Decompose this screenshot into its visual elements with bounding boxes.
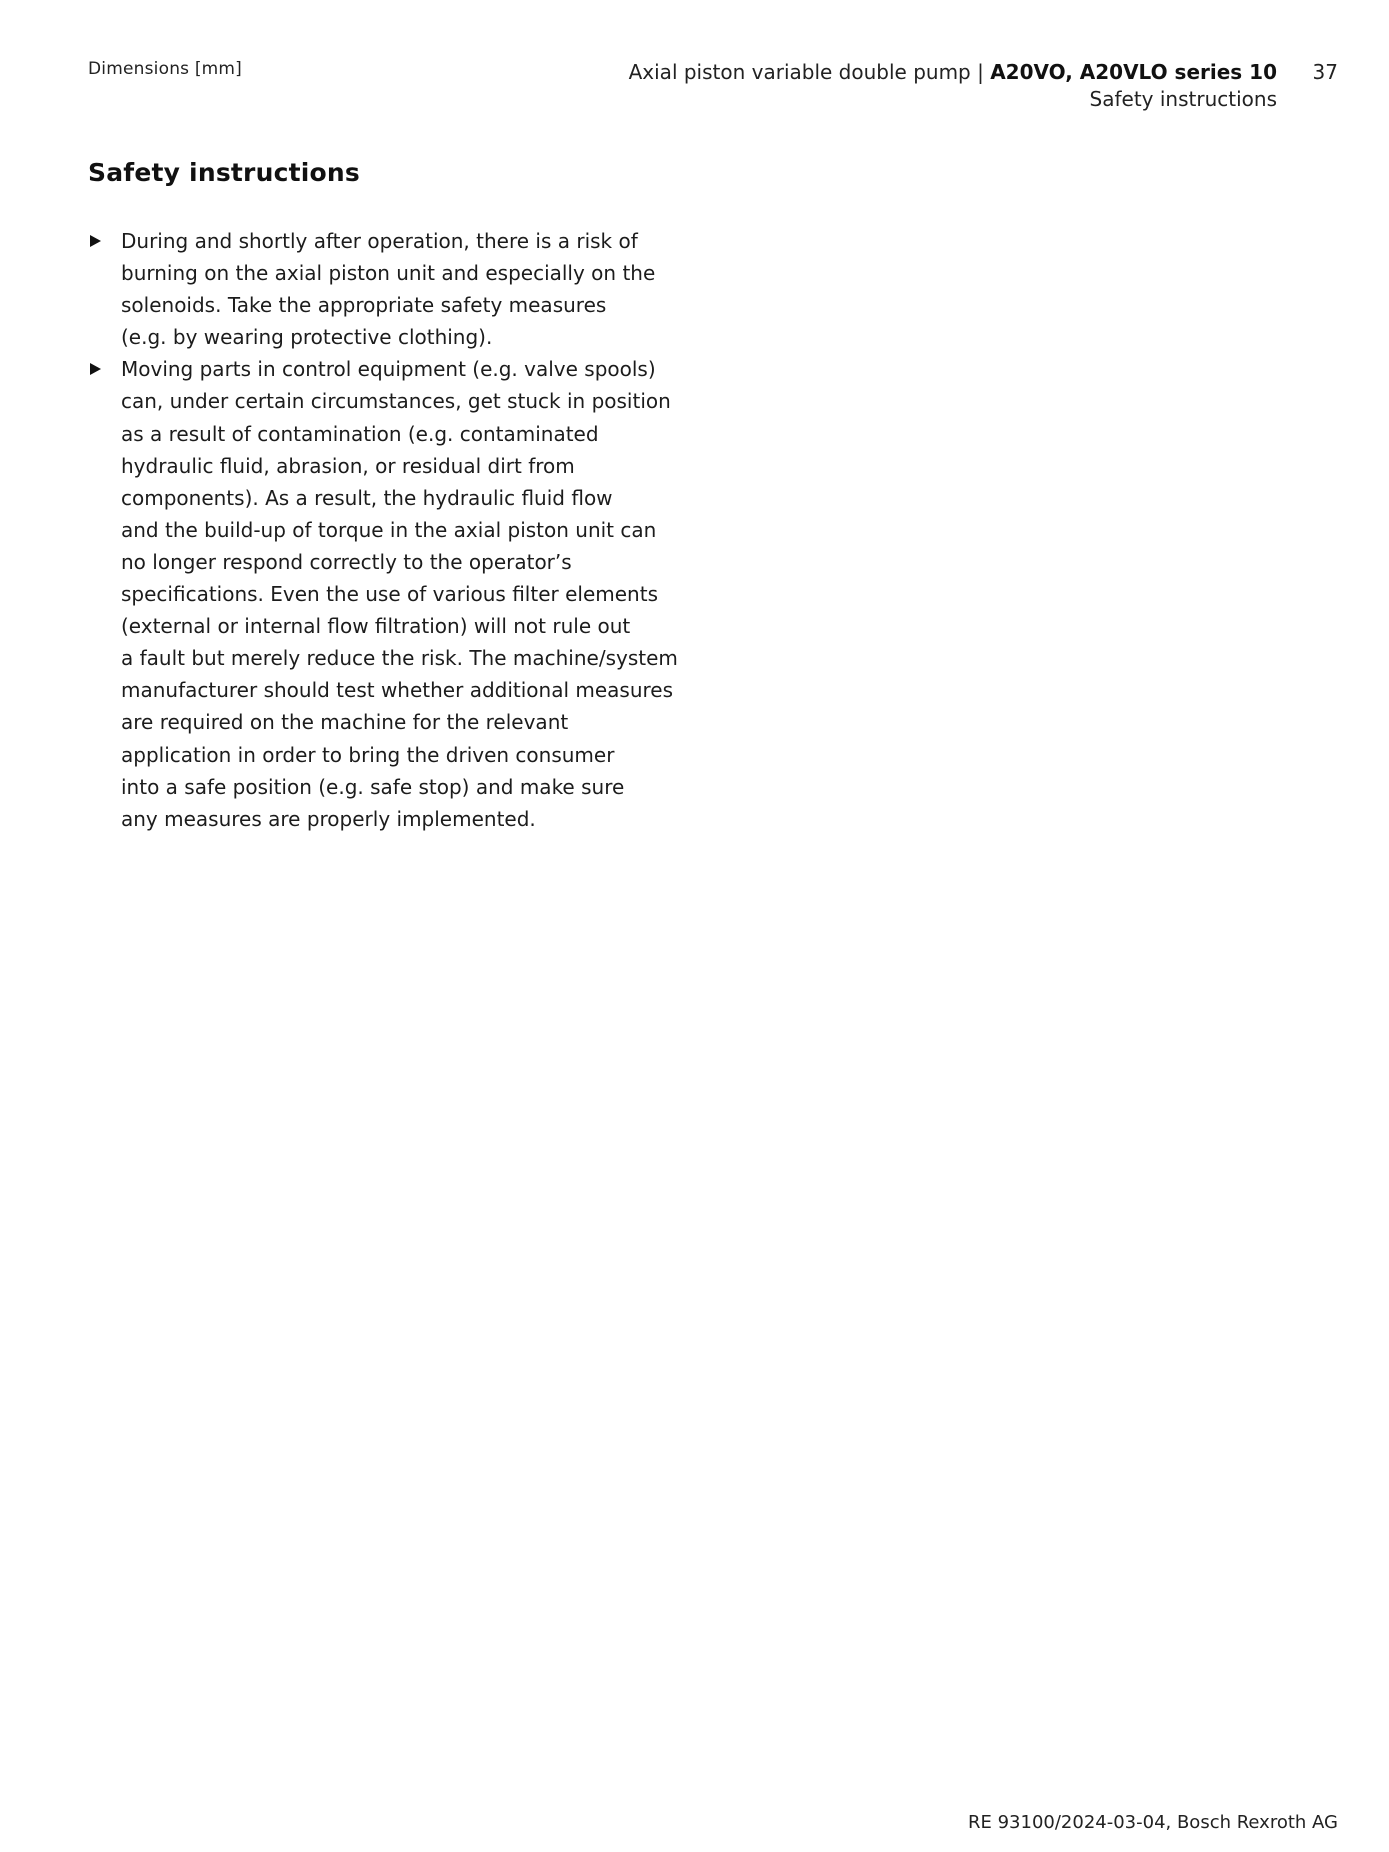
bullet-text-line: as a result of contamination (e.g. contaminated [121, 421, 599, 446]
section-heading: Safety instructions [88, 158, 360, 187]
footer-document-reference: RE 93100/2024-03-04, Bosch Rexroth AG [967, 1812, 1338, 1833]
triangle-bullet-icon [90, 235, 101, 247]
bullet-text-line: hydraulic fluid, abrasion, or residual dirt from [121, 453, 575, 478]
bullet-text-line: specifications. Even the use of various filter elements [121, 582, 658, 607]
bullet-text-line: into a safe position (e.g. safe stop) and make sure [121, 774, 625, 799]
chapter-subtitle: Safety instructions [1089, 87, 1277, 111]
document-title-prefix: Axial piston variable double pump | [628, 60, 991, 84]
document-title [629, 59, 1277, 86]
bullet-text-line: (external or internal flow filtration) will not rule out [121, 614, 631, 639]
bullet-text-line: application in order to bring the driven consumer [121, 742, 615, 767]
bullet-text-line: are required on the machine for the relevant [121, 710, 569, 735]
bullet-text-line: a fault but merely reduce the risk. The machine/system [121, 646, 678, 671]
bullet-text-line: components). As a result, the hydraulic fluid flow [121, 485, 613, 510]
bullet-text-line: During and shortly after operation, there is a risk of [121, 229, 638, 253]
bullet-text-line: Moving parts in control equipment (e.g. valve spools) [121, 357, 656, 382]
triangle-bullet-icon [90, 363, 101, 375]
safety-bullet-item [88, 225, 708, 353]
safety-bullet-item [88, 353, 708, 834]
bullet-text-line: any measures are properly implemented. [121, 806, 536, 831]
bullet-text-line: solenoids. Take the appropriate safety measures [121, 293, 607, 318]
bullet-text-line: and the build-up of torque in the axial piston unit can [121, 517, 657, 542]
safety-bullet-list [88, 225, 708, 835]
header-section-label: Dimensions [mm] [88, 59, 243, 79]
bullet-text-line: (e.g. by wearing protective clothing). [121, 325, 493, 350]
product-name: A20VO, A20VLO series 10 [990, 60, 1277, 84]
bullet-text-line: burning on the axial piston unit and especially on the [121, 261, 656, 286]
bullet-text-line: no longer respond correctly to the operator’s [121, 549, 572, 574]
bullet-text-line: can, under certain circumstances, get stuck in position [121, 389, 671, 414]
bullet-text-line: manufacturer should test whether additional measures [121, 678, 674, 703]
page-number: 37 [1312, 60, 1338, 84]
running-header [629, 59, 1277, 113]
